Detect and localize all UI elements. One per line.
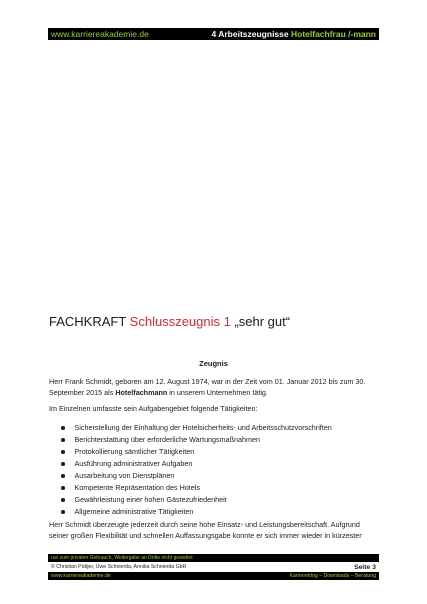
bullet-icon — [61, 462, 65, 466]
header-title — [211, 28, 376, 40]
list-item — [49, 458, 379, 470]
intro-paragraph — [49, 376, 379, 399]
task-list — [49, 422, 379, 518]
bullet-icon — [61, 486, 65, 490]
header-title-highlight: Hotelfachfrau /-mann — [290, 29, 376, 39]
task-text: Allgemeine administrative Tätigkeiten — [74, 507, 194, 516]
list-item — [49, 422, 379, 434]
bullet-icon — [61, 450, 65, 454]
section-heading — [49, 314, 290, 330]
closing-paragraph: Herr Schmidt überzeugte jederzeit durch seine hohe Einsatz- und Leistungsbereitschaft. Aufgrund seiner großen Flexibilität und schnellen Auffassungsgabe konnte er sich immer wieder in kürzester — [49, 520, 362, 541]
task-text: Ausarbeitung von Dienstplänen — [74, 471, 175, 480]
tasks-intro: Im Einzelnen umfasste sein Aufgabengebiet folgende Tätigkeiten: — [49, 404, 258, 413]
task-text: Sicherstellung der Einhaltung der Hotelsicherheits- und Arbeitsschutzvorschriften — [74, 423, 332, 432]
page-footer — [48, 572, 379, 580]
footer-nav-links[interactable]: Karriereblog – Downloads – Beratung — [289, 573, 376, 579]
bullet-icon — [61, 474, 65, 478]
bullet-icon — [61, 498, 65, 502]
intro-job-title: Hotelfachmann — [115, 388, 168, 398]
header-title-prefix: 4 Arbeitszeugnisse — [211, 29, 291, 39]
task-text: Ausführung administrativer Aufgaben — [74, 459, 193, 468]
page-number: Seite 3 — [354, 563, 376, 571]
footer-url-link[interactable]: www.karriereakademie.de — [51, 573, 111, 579]
footer-copyright: © Christian Püttjer, Uwe Schnierda, Annika Schnierda GbR — [51, 564, 187, 570]
bullet-icon — [61, 426, 65, 430]
task-text: Protokollierung sämtlicher Tätigkeiten — [74, 447, 195, 456]
task-text: Kompetente Repräsentation des Hotels — [74, 483, 200, 492]
section-heading-prefix: FACHKRAFT — [49, 314, 130, 329]
footer-copyright-row — [48, 562, 379, 572]
task-text: Berichterstattung über erforderliche Wartungsmaßnahmen — [74, 435, 260, 444]
list-item — [49, 470, 379, 482]
section-heading-suffix: „sehr gut“ — [230, 314, 291, 329]
list-item — [49, 482, 379, 494]
section-heading-highlight: Schlusszeugnis 1 — [129, 314, 231, 329]
footer-usage-note: nur zum privaten Gebrauch, Weitergabe an Dritte nicht gestattet — [48, 554, 379, 562]
list-item — [49, 434, 379, 446]
header-url-link[interactable]: www.karriereakademie.de — [51, 29, 149, 39]
intro-text-after: in unserem Unternehmen tätig. — [167, 388, 268, 398]
list-item — [49, 506, 379, 518]
page-header — [48, 28, 379, 40]
list-item — [49, 494, 379, 506]
list-item — [49, 446, 379, 458]
document-title: Zeugnis — [199, 359, 228, 368]
task-text: Gewährleistung einer hohen Gästezufriedenheit — [74, 495, 227, 504]
bullet-icon — [61, 438, 65, 442]
bullet-icon — [61, 510, 65, 514]
intro-text-before: Herr Frank Schmidt, geboren am 12. August 1974, war in der Zeit vom 01. Januar 2012 bis zum 30. September 2015 als — [49, 377, 366, 398]
